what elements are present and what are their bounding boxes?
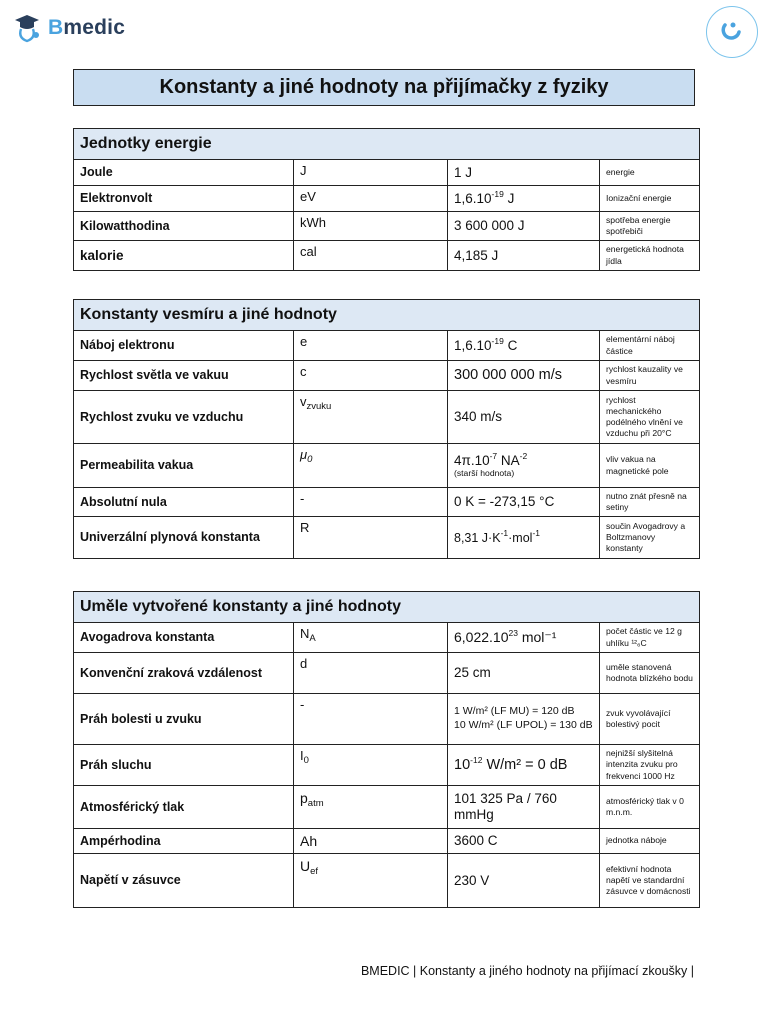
row-symbol: Ah [294,829,448,854]
row-name: Kilowatthodina [74,212,294,241]
row-name: Elektronvolt [74,186,294,212]
row-value: 1 J [448,160,600,186]
table-row [74,212,700,241]
row-symbol: cal [294,241,448,271]
table-row [74,160,700,186]
row-note: nutno znát přesně na setiny [600,488,700,517]
table-row [74,653,700,694]
row-note: efektivní hodnota napětí ve standardní zásuvce v domácnosti [600,854,700,908]
artificial-table [73,591,700,908]
row-symbol: d [294,653,448,694]
brand-wordmark: Bmedic [48,16,126,39]
section-heading: Konstanty vesmíru a jiné hodnoty [74,300,700,331]
row-symbol: c [294,361,448,391]
table-row [74,488,700,517]
magnet-badge[interactable] [706,6,758,58]
universe-table [73,299,700,559]
energy-table [73,128,700,271]
table-row [74,186,700,212]
row-name: Rychlost zvuku ve vzduchu [74,391,294,444]
row-name: Napětí v zásuvce [74,854,294,908]
row-symbol: kWh [294,212,448,241]
row-value: $10^{-12}$ W/m² = 0 dB [448,745,600,786]
section-heading: Jednotky energie [74,129,700,160]
row-value: 1 W/m² (LF MU) = 120 dB 10 W/m² (LF UPOL) = 130 dB [448,694,600,745]
row-note: atmosférický tlak v 0 m.n.m. [600,786,700,829]
row-note: počet částic ve 12 g uhlíku ¹²₆C [600,623,700,653]
row-symbol: J [294,160,448,186]
row-note: zvuk vyvolávající bolestivý pocit [600,694,700,745]
table-row [74,623,700,653]
row-value: 4,185 J [448,241,600,271]
row-symbol: - [294,694,448,745]
row-note: nejnižší slyšitelná intenzita zvuku pro frekvenci 1000 Hz [600,745,700,786]
row-note: uměle stanovená hodnota blízkého bodu [600,653,700,694]
row-name: Práh bolesti u zvuku [74,694,294,745]
table-row [74,829,700,854]
row-name: Ampérhodina [74,829,294,854]
row-symbol: $I_0$ [294,745,448,786]
row-value: 25 cm [448,653,600,694]
table-row [74,786,700,829]
row-value: 300 000 000 m/s [448,361,600,391]
row-symbol: $\mu_0$ [294,444,448,488]
table-row [74,331,700,361]
row-value: 0 K = -273,15 °C [448,488,600,517]
row-note: rychlost mechanického podélného vlnění ve vzduchu při 20°C [600,391,700,444]
table-row [74,361,700,391]
row-symbol: $U_{ef}$ [294,854,448,908]
row-symbol: R [294,517,448,559]
row-name: Absolutní nula [74,488,294,517]
row-note: rychlost kauzality ve vesmíru [600,361,700,391]
row-note: energetická hodnota jídla [600,241,700,271]
row-symbol: - [294,488,448,517]
row-symbol: $N_A$ [294,623,448,653]
section-heading: Uměle vytvořené konstanty a jiné hodnoty [74,592,700,623]
row-name: Rychlost světla ve vakuu [74,361,294,391]
table-row [74,241,700,271]
row-value: 230 V [448,854,600,908]
row-note: Ionizační energie [600,186,700,212]
row-value: 3 600 000 J [448,212,600,241]
row-name: Práh sluchu [74,745,294,786]
row-note: elementární náboj částice [600,331,700,361]
table-row [74,391,700,444]
row-name: Atmosférický tlak [74,786,294,829]
row-value: 6,022.10$^{23}$ mol⁻¹ [448,623,600,653]
row-value: $1,6.10^{-19}$ J [448,186,600,212]
row-symbol: eV [294,186,448,212]
page-footer: BMEDIC | Konstanty a jiného hodnoty na přijímací zkoušky | [360,964,694,978]
row-name: Konvenční zraková vzdálenost [74,653,294,694]
row-value: 3600 C [448,829,600,854]
table-row [74,745,700,786]
row-note: spotřeba energie spotřebiči [600,212,700,241]
row-note: vliv vakua na magnetické pole [600,444,700,488]
magnet-icon [718,18,746,46]
row-symbol: $v_{zvuku}$ [294,391,448,444]
row-name: Avogadrova konstanta [74,623,294,653]
page-title: Konstanty a jiné hodnoty na přijímačky z fyziky [73,69,695,106]
row-name: Joule [74,160,294,186]
row-note: součin Avogadrovy a Boltzmanovy konstanty [600,517,700,559]
row-name: Permeabilita vakua [74,444,294,488]
row-symbol: e [294,331,448,361]
row-value: 101 325 Pa / 760 mmHg [448,786,600,829]
row-value: 340 m/s [448,391,600,444]
row-name: kalorie [74,241,294,271]
table-row [74,517,700,559]
row-name: Náboj elektronu [74,331,294,361]
row-symbol: $p_{atm}$ [294,786,448,829]
bmedic-logo[interactable] [12,10,125,46]
graduation-stethoscope-icon [12,11,46,45]
row-value: $1,6.10^{-19}$ C [448,331,600,361]
row-note: energie [600,160,700,186]
row-note: jednotka náboje [600,829,700,854]
table-row [74,444,700,488]
row-value: $4\pi.10^{-7}$ $NA^{-2}$ (starší hodnota) [448,444,600,488]
row-name: Univerzální plynová konstanta [74,517,294,559]
table-row [74,694,700,745]
row-value: 8,31 $J\cdot K^{-1}\cdot mol^{-1}$ [448,517,600,559]
table-row [74,854,700,908]
